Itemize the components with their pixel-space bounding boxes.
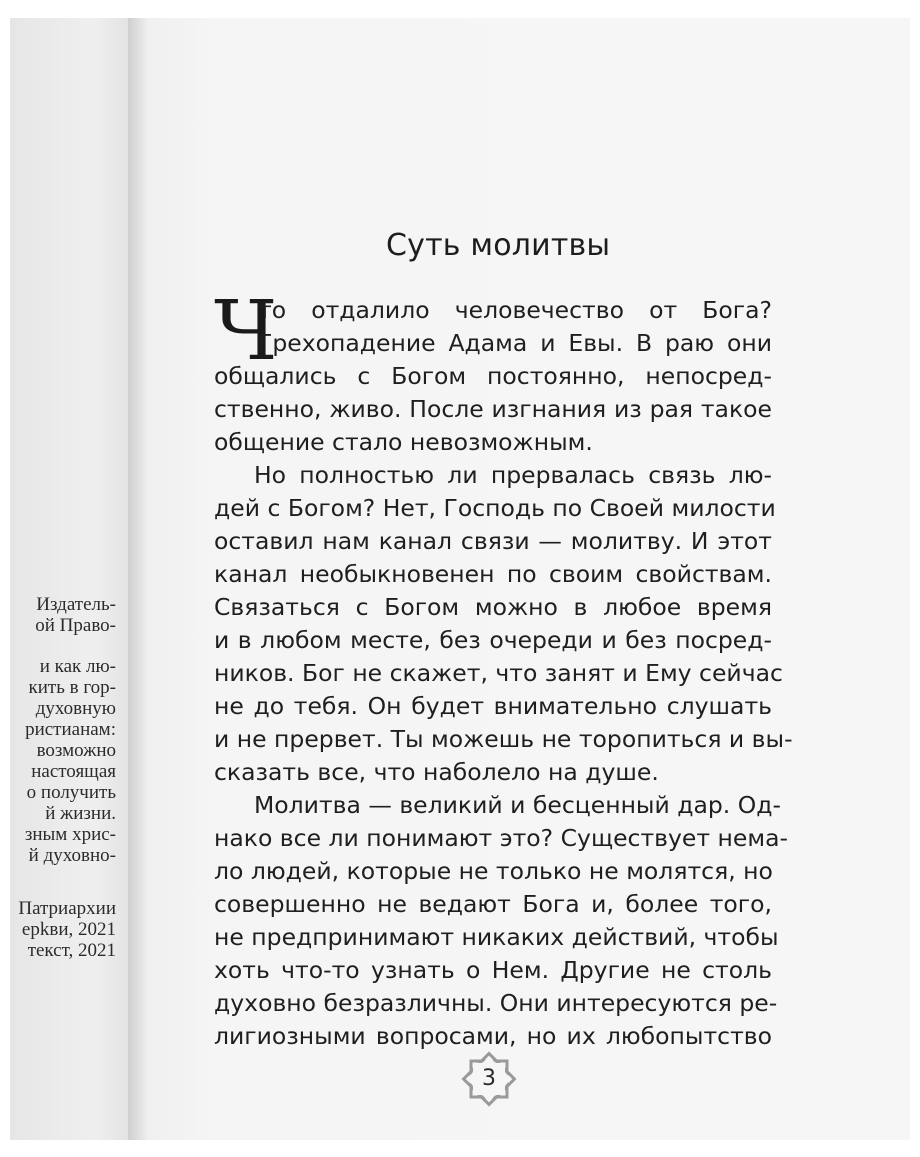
- text-line: и в любом месте, без очереди и без посред-: [214, 626, 772, 654]
- left-line: [18, 636, 116, 656]
- left-line: й жизни.: [45, 803, 116, 824]
- left-line: духовную: [35, 698, 116, 719]
- left-line: текст, 2021: [27, 940, 116, 961]
- left-line: возможно: [36, 740, 116, 761]
- body-text: [214, 294, 793, 1053]
- left-line: ой Право-: [35, 615, 116, 636]
- text-line: ственно, живо. После изгнания из рая такое: [214, 395, 772, 423]
- left-line: ристианам:: [25, 719, 116, 740]
- text-line: совершенно не ведают Бога и, более того,: [214, 890, 772, 918]
- chapter-title: Суть молитвы: [386, 228, 611, 263]
- book-gutter: [128, 18, 150, 1140]
- left-line: и как лю-: [39, 656, 116, 677]
- text-line: Молитва — великий и бесценный дар. Од-: [254, 791, 781, 819]
- left-line: й духовно-: [28, 845, 116, 866]
- left-page-text: [18, 594, 116, 961]
- text-line: оставил нам канал связи — молитву. И этот: [214, 527, 772, 555]
- text-line: канал необыкновенен по своим свойствам.: [214, 560, 772, 588]
- text-line: Грехопадение Адама и Евы. В раю они: [258, 329, 772, 357]
- text-line: не до тебя. Он будет внимательно слушать: [214, 692, 772, 720]
- left-line: [18, 866, 116, 898]
- text-line: духовно безразличны. Они интересуются ре-: [214, 989, 778, 1017]
- text-line: Но полностью ли прервалась связь лю-: [254, 461, 772, 489]
- text-line: и не прервет. Ты можешь не торопиться и вы-: [214, 725, 793, 753]
- text-line: ников. Бог не скажет, что занят и Ему сейчас: [214, 659, 783, 687]
- left-line: кить в гор-: [28, 677, 116, 698]
- text-line: не предпринимают никаких действий, чтобы: [214, 923, 779, 951]
- text-line: лигиозными вопросами, но их любопытство: [214, 1022, 772, 1050]
- left-line: настоящая: [31, 761, 116, 782]
- page-number-badge: [458, 1048, 520, 1110]
- text-line: Связаться с Богом можно в любое время: [214, 593, 772, 621]
- page-number: 3: [482, 1066, 496, 1091]
- text-line: нако все ли понимают это? Существует нема-: [214, 824, 788, 852]
- text-line: дей с Богом? Нет, Господь по Своей милости: [214, 494, 776, 522]
- drop-cap: Ч: [214, 284, 278, 379]
- text-line: ло людей, которые не только не молятся, но: [214, 857, 773, 885]
- text-line: общались с Богом постоянно, непосред-: [214, 362, 772, 390]
- text-line: то отдалило человечество от Бога?: [258, 296, 772, 324]
- left-line: о получить: [26, 782, 116, 803]
- text-line: хоть что-то узнать о Нем. Другие не столь: [214, 956, 772, 984]
- left-line: Издатель-: [36, 594, 116, 615]
- text-line: сказать все, что наболело на душе.: [214, 758, 659, 786]
- left-line: Патриархии: [18, 898, 116, 919]
- left-line: зным хрис-: [24, 824, 116, 845]
- text-line: общение стало невозможным.: [214, 428, 593, 456]
- left-line: ерkви, 2021: [21, 919, 116, 940]
